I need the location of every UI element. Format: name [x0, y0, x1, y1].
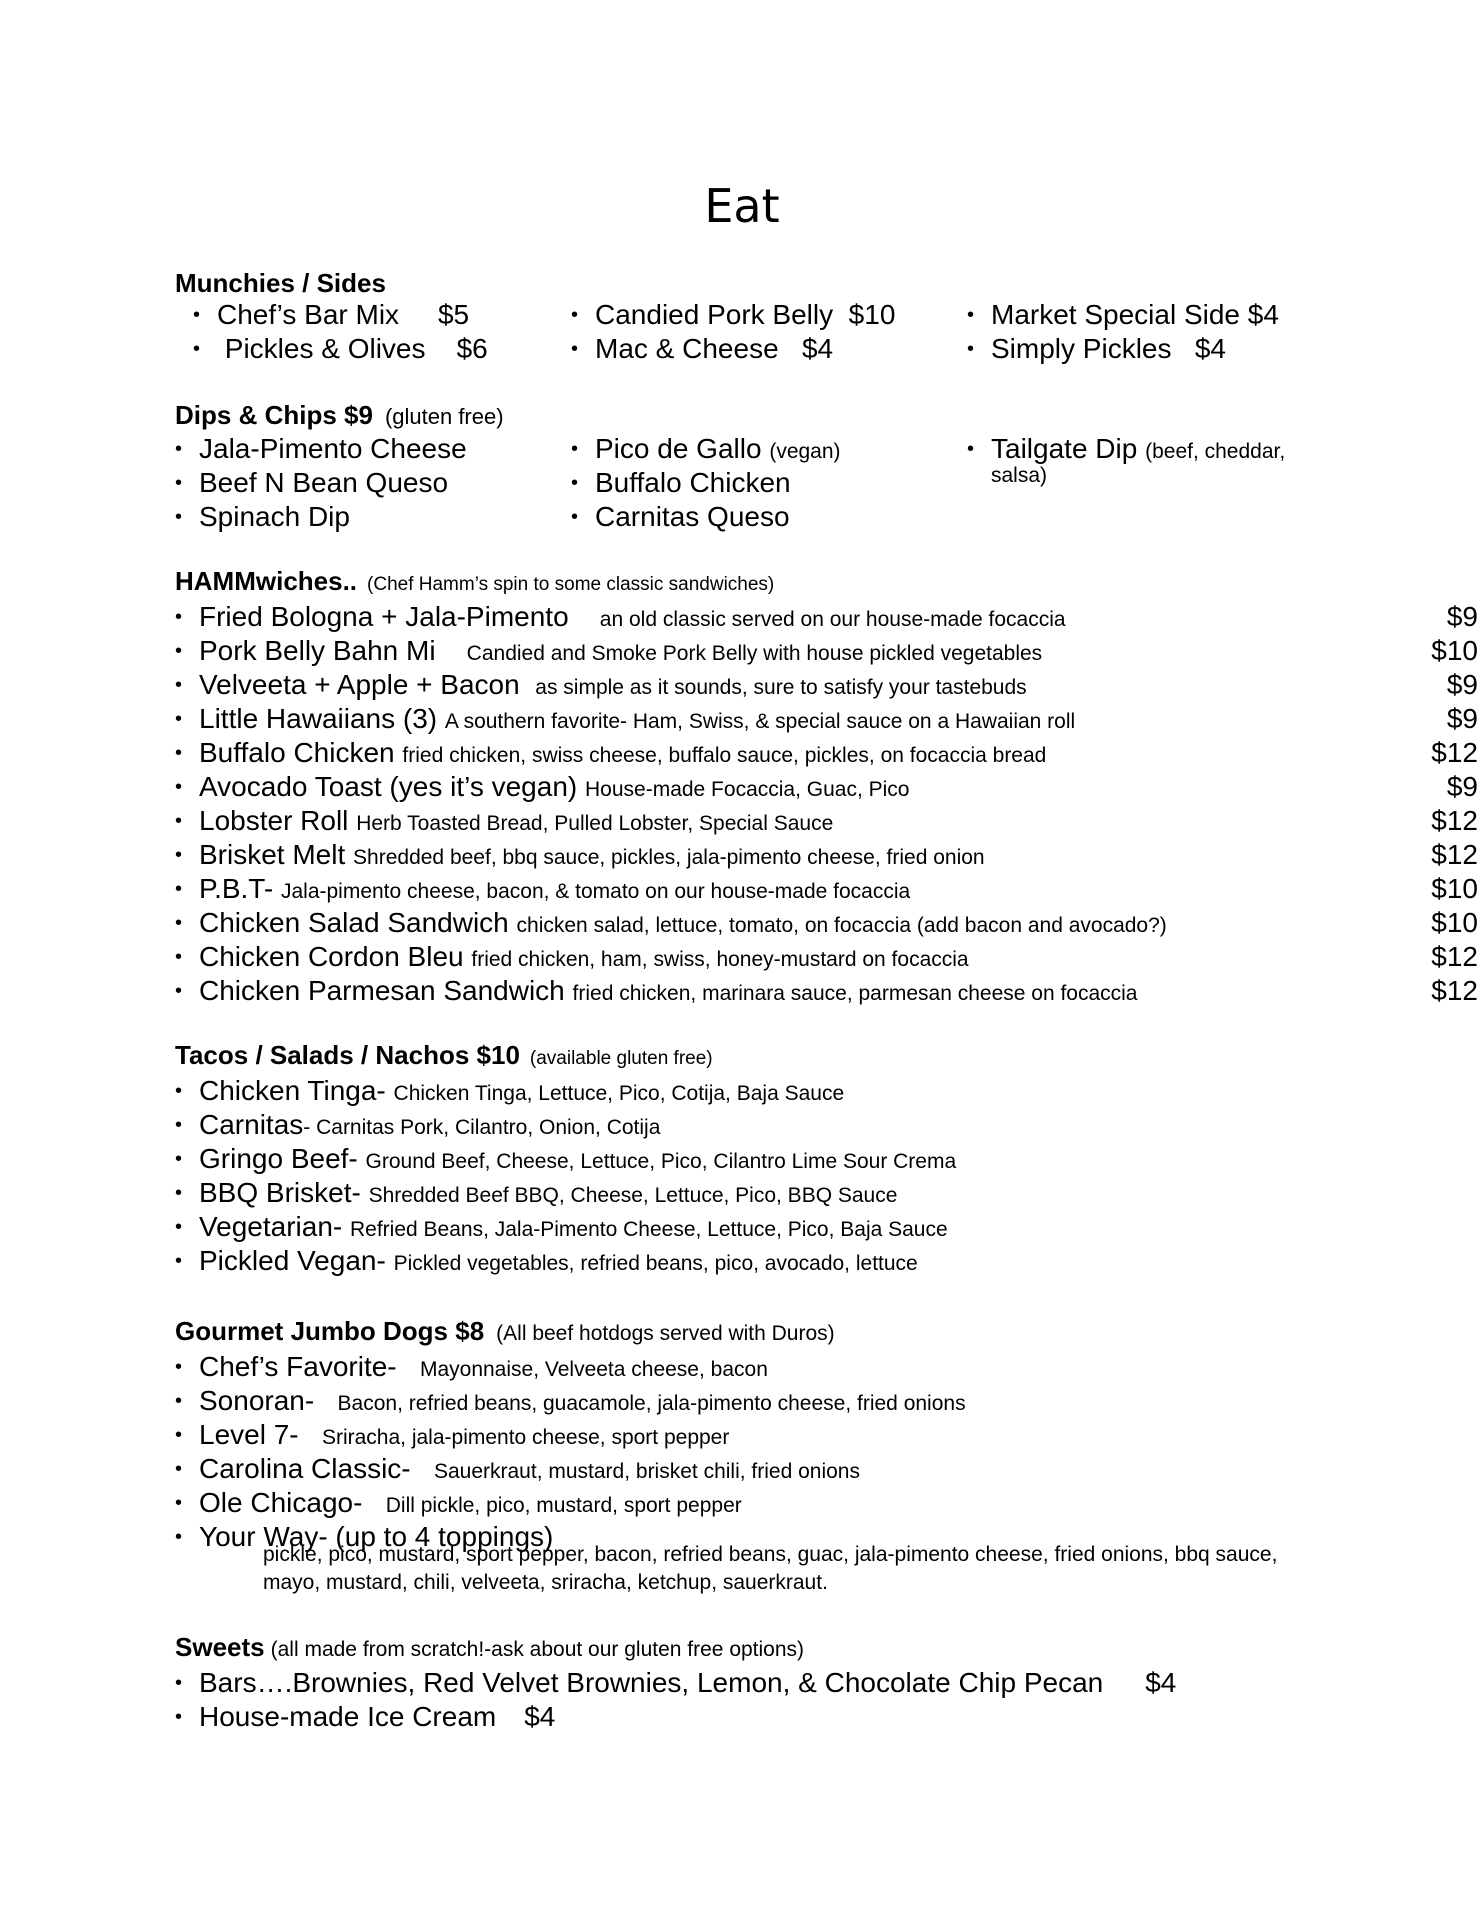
- item-desc: Shredded Beef BBQ, Cheese, Lettuce, Pico, BBQ Sauce: [368, 1184, 898, 1207]
- list-item: [175, 940, 1478, 974]
- item-desc: Chicken Tinga, Lettuce, Pico, Cotija, Baja Sauce: [393, 1082, 845, 1105]
- item-text: Mac & Cheese $4: [595, 333, 834, 364]
- dips-heading: [175, 400, 504, 431]
- item-name: Sonoran-: [199, 1385, 315, 1416]
- bullet: •: [967, 304, 975, 326]
- item-text: Your Way- (up to 4 toppings): [199, 1521, 554, 1552]
- bullet: •: [571, 338, 579, 360]
- sweets-heading: [175, 1632, 804, 1663]
- item-text: [199, 940, 969, 977]
- bullet: •: [175, 1424, 183, 1446]
- item-name: Carolina Classic-: [199, 1453, 411, 1484]
- item-text: [199, 974, 1138, 1011]
- bullet: •: [175, 606, 183, 628]
- item-name: Carnitas: [199, 1109, 304, 1140]
- item-desc: Pickled vegetables, refried beans, pico, avocado, lettuce: [393, 1252, 918, 1275]
- dips-col-3: [967, 432, 1307, 502]
- item-text: Spinach Dip: [199, 501, 350, 532]
- item-name: Vegetarian-: [199, 1211, 343, 1242]
- bullet: •: [175, 776, 183, 798]
- item-name: Tailgate Dip: [991, 433, 1138, 464]
- item-price: $9: [1446, 771, 1478, 802]
- dips-note: (gluten free): [384, 404, 504, 429]
- tacos-heading: [175, 1040, 713, 1071]
- bullet: •: [175, 708, 183, 730]
- bullet: •: [175, 472, 183, 494]
- bullet: •: [175, 674, 183, 696]
- item-text: [199, 1486, 742, 1523]
- bullet: •: [175, 878, 183, 900]
- bullet: •: [571, 472, 579, 494]
- item-price: $4: [1145, 1667, 1177, 1698]
- item-desc: A southern favorite- Ham, Swiss, & special sauce on a Hawaiian roll: [444, 710, 1076, 733]
- item-name: House-made Ice Cream: [199, 1701, 497, 1732]
- item-text: [199, 634, 1042, 671]
- bullet: •: [175, 1356, 183, 1378]
- item-name: Avocado Toast (yes it’s vegan): [199, 771, 578, 802]
- item-desc: an old classic served on our house-made focaccia: [599, 608, 1066, 631]
- list-item: [175, 1700, 1315, 1734]
- item-name: P.B.T-: [199, 873, 274, 904]
- item-desc: Shredded beef, bbq sauce, pickles, jala-pimento cheese, fried onion: [353, 846, 985, 869]
- bullet: •: [571, 506, 579, 528]
- item-name: Pickled Vegan-: [199, 1245, 386, 1276]
- item-text: [199, 1700, 555, 1734]
- item-text: Pickles & Olives $6: [217, 333, 488, 364]
- item-price: $12: [1431, 737, 1478, 768]
- item-price: $12: [1431, 805, 1478, 836]
- item-desc: Dill pickle, pico, mustard, sport pepper: [385, 1494, 742, 1517]
- item-name: Level 7-: [199, 1419, 299, 1450]
- item-text: [199, 668, 1027, 705]
- item-text: [199, 770, 909, 807]
- tacos-heading-text: Tacos / Salads / Nachos $10: [175, 1040, 520, 1070]
- item-text: [199, 1108, 660, 1145]
- item-desc: Bacon, refried beans, guacamole, jala-pimento cheese, fried onions: [337, 1392, 966, 1415]
- list-item: [175, 1074, 1315, 1108]
- item-text: Market Special Side $4: [991, 299, 1279, 330]
- item-price: $12: [1431, 975, 1478, 1006]
- item-text: [199, 838, 985, 875]
- list-item: [175, 668, 1478, 702]
- item-name: Little Hawaiians (3): [199, 703, 438, 734]
- list-item: [175, 872, 1478, 906]
- item-name: Chicken Cordon Bleu: [199, 941, 464, 972]
- bullet: •: [175, 1706, 183, 1728]
- item-desc: - Carnitas Pork, Cilantro, Onion, Cotija: [303, 1116, 661, 1139]
- item-desc: Sauerkraut, mustard, brisket chili, fried onions: [433, 1460, 860, 1483]
- tacos-list: [175, 1074, 1315, 1278]
- item-desc: chicken salad, lettuce, tomato, on focaccia (add bacon and avocado?): [516, 914, 1167, 937]
- item-text: Beef N Bean Queso: [199, 467, 449, 498]
- bullet: •: [175, 1080, 183, 1102]
- item-text: [199, 1210, 948, 1247]
- item-price: $10: [1431, 873, 1478, 904]
- bullet: •: [175, 1492, 183, 1514]
- item-name: Lobster Roll: [199, 805, 349, 836]
- bullet: •: [175, 980, 183, 1002]
- item-text: [199, 1244, 918, 1281]
- list-item: [175, 838, 1478, 872]
- item-text: Chef’s Bar Mix $5: [217, 299, 470, 330]
- bullet: •: [175, 912, 183, 934]
- list-item: [175, 1176, 1315, 1210]
- item-name: Bars….Brownies, Red Velvet Brownies, Lemon, & Chocolate Chip Pecan: [199, 1667, 1104, 1698]
- bullet: •: [967, 338, 975, 360]
- bullet: •: [175, 640, 183, 662]
- list-item: [175, 1210, 1315, 1244]
- list-item: [175, 906, 1478, 940]
- list-item: [175, 974, 1478, 1008]
- item-desc: Herb Toasted Bread, Pulled Lobster, Special Sauce: [356, 812, 834, 835]
- item-price: $12: [1431, 941, 1478, 972]
- sweets-note: (all made from scratch!-ask about our gluten free options): [270, 1638, 805, 1661]
- bullet: •: [967, 438, 975, 460]
- item-desc: (beef, cheddar,: [1145, 440, 1286, 463]
- item-text: [595, 432, 841, 469]
- bullet: •: [193, 338, 201, 360]
- item-desc: fried chicken, swiss cheese, buffalo sauce, pickles, on focaccia bread: [402, 744, 1047, 767]
- item-name: Chicken Tinga-: [199, 1075, 386, 1106]
- item-desc: (vegan): [769, 440, 841, 463]
- bullet: •: [175, 1148, 183, 1170]
- sweets-list: [175, 1666, 1315, 1734]
- bullet: •: [175, 1114, 183, 1136]
- item-text: Buffalo Chicken: [595, 467, 791, 498]
- item-text: [199, 702, 1075, 739]
- hammwiches-heading-text: HAMMwiches..: [175, 566, 358, 596]
- item-desc: Refried Beans, Jala-Pimento Cheese, Lettuce, Pico, Baja Sauce: [350, 1218, 948, 1241]
- item-name: Buffalo Chicken: [199, 737, 395, 768]
- item-text: Carnitas Queso: [595, 501, 790, 532]
- list-item: [175, 1142, 1315, 1176]
- bullet: •: [571, 304, 579, 326]
- munchies-heading-text: Munchies / Sides: [175, 268, 386, 298]
- bullet: •: [175, 1390, 183, 1412]
- item-price: $9: [1446, 601, 1478, 632]
- item-price: $9: [1446, 703, 1478, 734]
- item-desc: as simple as it sounds, sure to satisfy your tastebuds: [535, 676, 1027, 699]
- item-desc-cont: salsa): [991, 464, 1048, 487]
- bullet: •: [193, 304, 201, 326]
- item-desc: fried chicken, marinara sauce, parmesan cheese on focaccia: [572, 982, 1138, 1005]
- item-desc: House-made Focaccia, Guac, Pico: [585, 778, 910, 801]
- item-name: Gringo Beef-: [199, 1143, 358, 1174]
- dogs-heading: [175, 1316, 835, 1347]
- bullet: •: [175, 1526, 183, 1548]
- list-item: [175, 1244, 1315, 1278]
- item-price: $10: [1431, 907, 1478, 938]
- item-name: Velveeta + Apple + Bacon: [199, 669, 520, 700]
- item-text: [199, 1142, 956, 1179]
- item-price: $10: [1431, 635, 1478, 666]
- bullet: •: [175, 1672, 183, 1694]
- list-item: [967, 432, 1307, 502]
- list-item: [175, 702, 1478, 736]
- bullet: •: [175, 506, 183, 528]
- bullet: •: [175, 844, 183, 866]
- item-text: Jala-Pimento Cheese: [199, 433, 467, 464]
- item-desc: Ground Beef, Cheese, Lettuce, Pico, Cilantro Lime Sour Crema: [365, 1150, 957, 1173]
- item-name: Brisket Melt: [199, 839, 346, 870]
- bullet: •: [175, 742, 183, 764]
- item-text: Candied Pork Belly $10: [595, 299, 896, 330]
- item-name: Pork Belly Bahn Mi: [199, 635, 436, 666]
- item-desc: Mayonnaise, Velveeta cheese, bacon: [419, 1358, 768, 1381]
- item-name: Chicken Parmesan Sandwich: [199, 975, 565, 1006]
- list-item: [175, 1666, 1315, 1700]
- item-name: BBQ Brisket-: [199, 1177, 361, 1208]
- list-item: [175, 1486, 1315, 1520]
- list-item: [175, 1418, 1315, 1452]
- bullet: •: [175, 1182, 183, 1204]
- item-text: [199, 1384, 966, 1421]
- item-text: [199, 1666, 1176, 1700]
- bullet: •: [571, 438, 579, 460]
- item-text: [199, 736, 1046, 773]
- list-item: [175, 804, 1478, 838]
- item-text: [199, 872, 910, 909]
- item-text: [199, 1452, 860, 1489]
- item-desc: Candied and Smoke Pork Belly with house pickled vegetables: [466, 642, 1043, 665]
- item-text: [199, 906, 1167, 943]
- item-price: $9: [1446, 669, 1478, 700]
- item-name: Chicken Salad Sandwich: [199, 907, 509, 938]
- item-text: [199, 600, 1066, 637]
- list-item: [175, 736, 1478, 770]
- dogs-list: [175, 1350, 1315, 1554]
- item-text: Simply Pickles $4: [991, 333, 1226, 364]
- list-item: [175, 770, 1478, 804]
- bullet: •: [175, 1216, 183, 1238]
- page-title: Eat: [704, 179, 780, 233]
- hammwiches-note: (Chef Hamm’s spin to some classic sandwiches): [367, 574, 775, 595]
- tacos-note: (available gluten free): [529, 1048, 713, 1069]
- bullet: •: [175, 1250, 183, 1272]
- dogs-heading-text: Gourmet Jumbo Dogs $8: [175, 1316, 485, 1346]
- item-text: [199, 1074, 844, 1111]
- bullet: •: [175, 438, 183, 460]
- hammwiches-list: [175, 600, 1478, 1008]
- item-name: Pico de Gallo: [595, 433, 762, 464]
- item-name: Chef’s Favorite-: [199, 1351, 397, 1382]
- item-desc: fried chicken, ham, swiss, honey-mustard on focaccia: [471, 948, 969, 971]
- item-price: $12: [1431, 839, 1478, 870]
- item-text: [199, 1176, 897, 1213]
- bullet: •: [175, 946, 183, 968]
- dogs-note: (All beef hotdogs served with Duros): [496, 1322, 835, 1345]
- hammwiches-heading: [175, 566, 774, 597]
- item-name: Fried Bologna + Jala-Pimento: [199, 601, 569, 632]
- item-text: [199, 1418, 729, 1455]
- item-text: [199, 804, 833, 841]
- bullet: •: [175, 810, 183, 832]
- dips-heading-text: Dips & Chips $9: [175, 400, 373, 430]
- item-text: [199, 1350, 768, 1387]
- toppings-list: pickle, pico, mustard, sport pepper, bacon, refried beans, guac, jala-pimento cheese, fried onions, bbq sauce, mayo, mustard, chili, velveeta, sriracha, ketchup, sauerkraut.: [263, 1543, 1278, 1594]
- list-item: [175, 600, 1478, 634]
- bullet: •: [175, 1458, 183, 1480]
- item-name: Ole Chicago-: [199, 1487, 363, 1518]
- item-price: $4: [524, 1701, 556, 1732]
- munchies-heading: [175, 268, 386, 299]
- list-item: [175, 1452, 1315, 1486]
- list-item: [175, 1350, 1315, 1384]
- item-desc: Jala-pimento cheese, bacon, & tomato on our house-made focaccia: [280, 880, 911, 903]
- list-item: [175, 1108, 1315, 1142]
- item-desc: Sriracha, jala-pimento cheese, sport pepper: [321, 1426, 730, 1449]
- sweets-heading-text: Sweets: [175, 1632, 265, 1662]
- list-item: [175, 1384, 1315, 1418]
- list-item: [175, 634, 1478, 668]
